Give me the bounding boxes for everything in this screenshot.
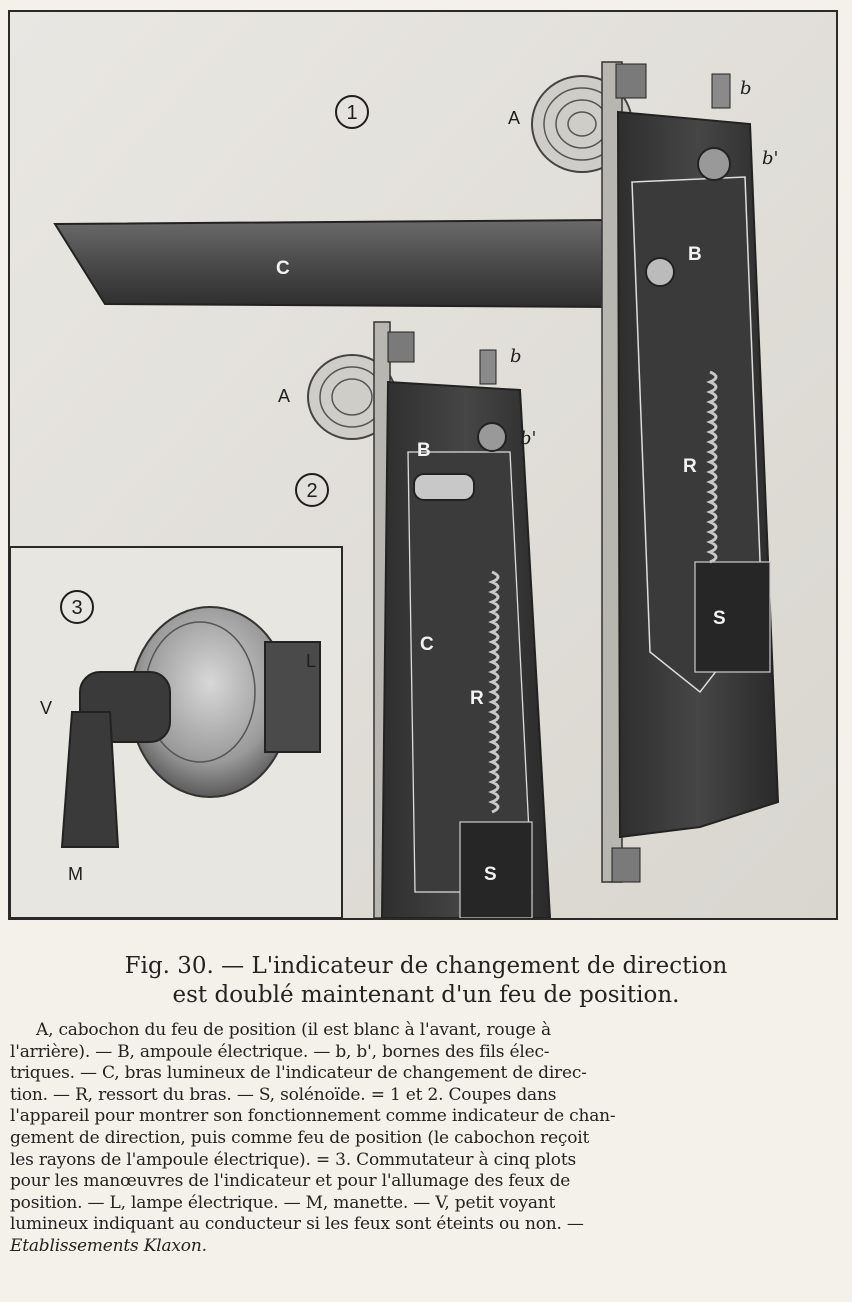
caption-line: gement de direction, puis comme feu de position (le cabochon reçoit [10, 1127, 590, 1148]
caption-credit: Etablissements Klaxon. [10, 1235, 207, 1256]
label-B-unit2: B [417, 440, 431, 461]
figure-illustration [10, 12, 836, 918]
label-b-unit2: b [510, 346, 522, 367]
caption-line: les rayons de l'ampoule électrique). = 3. Commutateur à cinq plots [10, 1149, 576, 1170]
label-L: L [306, 651, 317, 671]
label-R-unit2: R [470, 688, 484, 709]
label-R-unit1: R [683, 456, 697, 477]
label-M: M [68, 864, 83, 884]
caption-line: tion. — R, ressort du bras. — S, solénoïde. = 1 et 2. Coupes dans [10, 1084, 557, 1105]
label-V: V [40, 698, 53, 718]
caption-line: lumineux indiquant au conducteur si les feux sont éteints ou non. — [10, 1214, 584, 1235]
label-S-unit1: S [713, 608, 726, 629]
inset-3 [10, 547, 342, 918]
caption-line: l'arrière). — B, ampoule électrique. — b, b', bornes des fils élec- [10, 1041, 550, 1062]
caption-line: pour les manœuvres de l'indicateur et pour l'allumage des feux de [10, 1171, 571, 1192]
caption-title-line-2: est doublé maintenant d'un feu de position. [172, 982, 680, 1008]
caption-line: triques. — C, bras lumineux de l'indicateur de changement de direc- [10, 1063, 587, 1084]
caption-body [10, 1020, 842, 1258]
caption-title-line-1: Fig. 30. — L'indicateur de changement de direction [124, 953, 728, 979]
svg-text:3: 3 [71, 597, 83, 619]
label-C-unit1: C [276, 258, 290, 279]
label-A-unit1: A [508, 108, 521, 128]
label-b-prime-unit1: b' [762, 148, 779, 169]
label-B-unit1: B [688, 244, 702, 265]
label-S-unit2: S [484, 864, 497, 885]
caption-title [20, 952, 832, 1010]
label-b-prime-unit2: b' [520, 428, 537, 449]
label-A-unit2: A [278, 386, 291, 406]
figure-photo [8, 10, 838, 920]
unit1-arm [55, 220, 610, 307]
caption-line: A, cabochon du feu de position (il est blanc à l'avant, rouge à [36, 1020, 551, 1040]
label-C-unit2: C [420, 634, 434, 655]
svg-text:1: 1 [346, 102, 358, 124]
caption-line: position. — L, lampe électrique. — M, manette. — V, petit voyant [10, 1192, 556, 1213]
caption-line: l'appareil pour montrer son fonctionnement comme indicateur de chan- [10, 1106, 616, 1127]
svg-text:2: 2 [306, 480, 318, 502]
label-b-unit1: b [740, 78, 752, 99]
